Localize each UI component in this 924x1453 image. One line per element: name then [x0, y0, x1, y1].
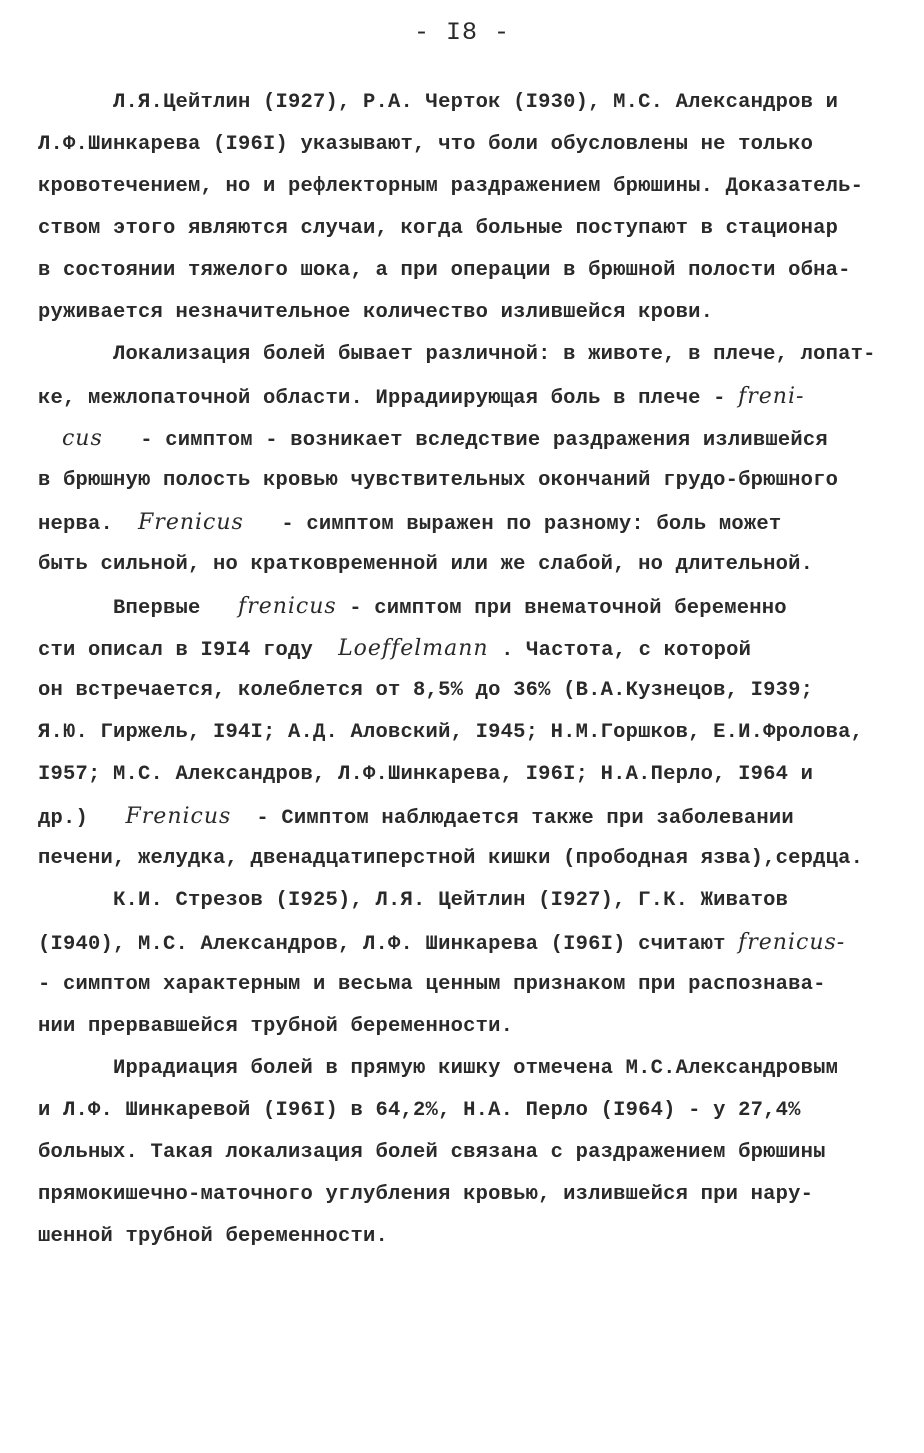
text-line — [38, 82, 890, 124]
typed-text: - Симптом наблюдается также при заболевании — [231, 807, 794, 830]
typed-text: и Л.Ф. Шинкаревой (I96I) в 64,2%, Н.А. Перло (I964) - у 27,4% — [38, 1099, 801, 1122]
typed-text: нии прервавшейся трубной беременности. — [38, 1015, 514, 1038]
text-line — [38, 922, 890, 964]
typed-text: в брюшную полость кровью чувствительных окончаний грудо-брюшного — [38, 469, 839, 492]
typed-text: др.) — [38, 807, 126, 830]
text-line — [38, 1048, 890, 1090]
text-line — [38, 1132, 890, 1174]
typed-text: ством этого являются случаи, когда больные поступают в стационар — [38, 217, 839, 240]
typed-text: . Частота, с которой — [488, 639, 752, 662]
typed-text: он встречается, колеблется от 8,5% до 36% (В.А.Кузнецов, I939; — [38, 679, 814, 702]
handwritten-term: Frenicus — [138, 510, 244, 535]
text-line — [38, 880, 890, 922]
text-line — [38, 796, 890, 838]
text-line — [38, 334, 890, 376]
text-line — [38, 418, 890, 460]
text-line — [38, 502, 890, 544]
text-line — [38, 1006, 890, 1048]
text-line — [38, 460, 890, 502]
typed-text: кровотечением, но и рефлекторным раздражением брюшины. Доказатель- — [38, 175, 864, 198]
typed-text: Иррадиация болей в прямую кишку отмечена М.С.Александровым — [38, 1057, 839, 1080]
typed-text: Впервые — [38, 597, 239, 620]
text-line — [38, 1090, 890, 1132]
text-line — [38, 376, 890, 418]
handwritten-term: freni- — [738, 384, 805, 409]
text-line — [38, 712, 890, 754]
typed-text: печени, желудка, двенадцатиперстной кишки (прободная язва),сердца. — [38, 847, 864, 870]
text-line — [38, 208, 890, 250]
typed-text: Л.Я.Цейтлин (I927), Р.А. Черток (I930), М.С. Александров и — [38, 91, 839, 114]
typed-text: - симптом характерным и весьма ценным признаком при распознава- — [38, 973, 826, 996]
typed-text: Л.Ф.Шинкарева (I96I) указывают, что боли обусловлены не только — [38, 133, 814, 156]
typed-text: сти описал в I9I4 году — [38, 639, 339, 662]
text-line — [38, 1174, 890, 1216]
typed-text: в состоянии тяжелого шока, а при операции в брюшной полости обна- — [38, 259, 851, 282]
text-line — [38, 754, 890, 796]
typed-text: (I940), М.С. Александров, Л.Ф. Шинкарева (I96I) считают — [38, 933, 739, 956]
handwritten-term: Frenicus — [125, 804, 232, 829]
handwritten-term: Loeffelmann — [338, 636, 489, 661]
typed-text: Я.Ю. Гиржель, I94I; А.Д. Аловский, I945; Н.М.Горшков, Е.И.Фролова, — [38, 721, 864, 744]
page-number: - I8 - — [413, 18, 510, 47]
handwritten-term: cus — [38, 426, 103, 451]
typed-text: шенной трубной беременности. — [38, 1225, 389, 1248]
typed-text: прямокишечно-маточного углубления кровью, излившейся при нару- — [38, 1183, 814, 1206]
body-text — [38, 82, 890, 1258]
typed-text: ке, межлопаточной области. Иррадиирующая боль в плече - — [38, 387, 739, 410]
typed-text: нерва. — [38, 513, 139, 536]
text-line — [38, 964, 890, 1006]
text-line — [38, 292, 890, 334]
typed-text: К.И. Стрезов (I925), Л.Я. Цейтлин (I927), Г.К. Живатов — [38, 889, 789, 912]
text-line — [38, 586, 890, 628]
typed-text: быть сильной, но кратковременной или же слабой, но длительной. — [38, 553, 814, 576]
text-line — [38, 544, 890, 586]
text-line — [38, 838, 890, 880]
typed-text: - симптом - возникает вследствие раздражения излившейся — [102, 429, 828, 452]
typed-text: руживается незначительное количество излившейся крови. — [38, 301, 714, 324]
typed-text: I957; М.С. Александров, Л.Ф.Шинкарева, I96I; Н.А.Перло, I964 и — [38, 763, 814, 786]
text-line — [38, 250, 890, 292]
text-line — [38, 166, 890, 208]
text-line — [38, 670, 890, 712]
typed-text: Локализация болей бывает различной: в животе, в плече, лопат- — [38, 343, 876, 366]
typed-text: - симптом при внематочной беременно — [336, 597, 787, 620]
typed-text: - симптом выражен по разному: боль может — [243, 513, 782, 536]
typed-text: больных. Такая локализация болей связана с раздражением брюшины — [38, 1141, 826, 1164]
handwritten-term: frenicus — [238, 594, 337, 619]
text-line — [38, 628, 890, 670]
text-line — [38, 124, 890, 166]
text-line — [38, 1216, 890, 1258]
handwritten-term: frenicus- — [738, 930, 846, 955]
